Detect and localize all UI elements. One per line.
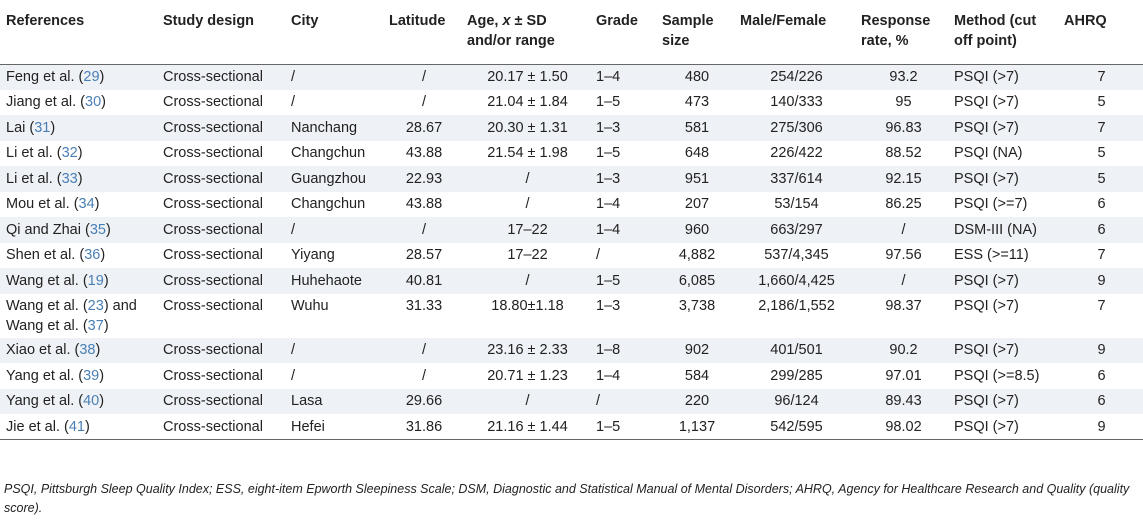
cell-method: PSQI (>7) <box>954 94 1019 111</box>
table-row <box>0 414 1143 440</box>
cell-method: PSQI (>=7) <box>954 196 1028 213</box>
reference-citation-link[interactable]: 32 <box>61 145 78 162</box>
reference-citation-link[interactable]: 29 <box>83 69 100 85</box>
cell-response-rate: 93.2 <box>857 64 950 90</box>
cell-age: 17–22 <box>463 217 592 243</box>
header-row <box>0 0 1143 64</box>
table-row <box>0 217 1143 243</box>
header-age-mean-symbol: x <box>502 13 511 29</box>
cell-city: Changchun <box>291 196 366 213</box>
cell-reference <box>0 338 159 364</box>
cell-city: Yiyang <box>291 247 335 264</box>
header-study-design: Study design <box>159 0 287 64</box>
reference-citation-link[interactable]: 34 <box>78 196 95 213</box>
cell-sample-size: 6,085 <box>658 268 736 294</box>
reference-author-second: Wang et al. ( <box>6 317 88 334</box>
table-row <box>0 166 1143 192</box>
cell-latitude: 43.88 <box>405 196 443 213</box>
header-grade: Grade <box>592 0 658 64</box>
cell-ahrq: 9 <box>1060 414 1143 440</box>
reference-author: Jie et al. ( <box>6 418 69 435</box>
cell-latitude: 40.81 <box>385 268 463 294</box>
cell-method: PSQI (>=8.5) <box>954 367 1040 384</box>
cell-male-female: 1,660/4,425 <box>736 268 857 294</box>
cell-latitude: 28.57 <box>405 247 443 264</box>
reference-author: Wang et al. ( <box>6 272 88 289</box>
cell-city: / <box>287 64 385 90</box>
cell-ahrq: 5 <box>1097 145 1106 162</box>
cell-latitude: / <box>385 217 463 243</box>
header-response-rate: Response rate, % <box>857 0 950 64</box>
cell-sample-size: 1,137 <box>658 414 736 440</box>
reference-citation-link[interactable]: 31 <box>34 119 51 136</box>
cell-study-design: Cross-sectional <box>159 414 287 440</box>
cell-latitude: 28.67 <box>385 115 463 141</box>
cell-method: PSQI (>7) <box>950 115 1060 141</box>
cell-sample-size: 480 <box>658 64 736 90</box>
cell-grade: 1–3 <box>592 166 658 192</box>
cell-grade: 1–3 <box>596 297 621 314</box>
cell-ahrq: 5 <box>1060 166 1143 192</box>
cell-method: PSQI (>7) <box>950 414 1060 440</box>
header-male-female: Male/Female <box>736 0 857 64</box>
cell-male-female: 96/124 <box>736 389 857 415</box>
cell-study-design: Cross-sectional <box>163 196 263 213</box>
cell-study-design: Cross-sectional <box>163 94 263 111</box>
reference-author: Shen et al. ( <box>6 247 85 264</box>
reference-close: ) <box>99 393 105 410</box>
header-age <box>463 0 592 64</box>
cell-city: Hefei <box>287 414 385 440</box>
cell-study-design: Cross-sectional <box>159 115 287 141</box>
cell-grade: 1–4 <box>592 217 658 243</box>
cell-male-female: 299/285 <box>770 367 823 384</box>
cell-male-female: 337/614 <box>736 166 857 192</box>
reference-close: ) <box>77 170 83 187</box>
reference-author: Yang et al. ( <box>6 367 84 384</box>
reference-close-second: ) <box>103 317 109 334</box>
reference-author: Wang et al. ( <box>6 297 88 314</box>
reference-citation-link[interactable]: 23 <box>87 297 104 314</box>
cell-age: 17–22 <box>507 247 548 264</box>
table-row <box>0 90 1143 116</box>
cell-method: PSQI (>7) <box>950 389 1060 415</box>
reference-close: ) <box>103 272 109 289</box>
cell-grade: 1–4 <box>596 196 621 213</box>
cell-city: Wuhu <box>291 297 329 314</box>
cell-latitude: / <box>385 64 463 90</box>
cell-ahrq: 6 <box>1060 389 1143 415</box>
cell-ahrq: 6 <box>1097 367 1106 384</box>
reference-author: Mou et al. ( <box>6 196 79 213</box>
header-city: City <box>287 0 385 64</box>
cell-age: / <box>463 268 592 294</box>
cell-method: PSQI (>7) <box>950 338 1060 364</box>
table-row <box>0 389 1143 415</box>
cell-latitude: 31.33 <box>405 297 443 314</box>
cell-response-rate: 90.2 <box>857 338 950 364</box>
cell-latitude: 22.93 <box>385 166 463 192</box>
cell-response-rate: 97.56 <box>885 247 922 264</box>
table-row <box>0 243 1143 269</box>
cell-reference <box>0 268 159 294</box>
cell-male-female: 226/422 <box>770 145 823 162</box>
cell-reference <box>0 414 159 440</box>
cell-reference <box>0 243 159 269</box>
cell-ahrq: 7 <box>1060 115 1143 141</box>
header-age-suffix: ± SD and/or range <box>467 13 555 49</box>
cell-grade: / <box>596 247 601 264</box>
table-row <box>0 338 1143 364</box>
table-row <box>0 115 1143 141</box>
reference-close: ) <box>95 342 101 359</box>
cell-sample-size: 3,738 <box>678 297 716 314</box>
cell-ahrq: 9 <box>1060 268 1143 294</box>
cell-method: PSQI (>7) <box>950 166 1060 192</box>
cell-study-design: Cross-sectional <box>159 217 287 243</box>
cell-response-rate: 96.83 <box>857 115 950 141</box>
reference-citation-link[interactable]: 39 <box>83 367 100 384</box>
cell-ahrq: 6 <box>1097 196 1106 213</box>
cell-latitude: / <box>421 94 427 111</box>
table-row <box>0 363 1143 389</box>
reference-close: ) <box>105 221 111 238</box>
cell-reference <box>0 141 159 167</box>
cell-city: Changchun <box>291 145 366 162</box>
cell-city: Huhehaote <box>287 268 385 294</box>
reference-author: Qi and Zhai ( <box>6 221 90 238</box>
cell-ahrq: 7 <box>1097 247 1106 264</box>
cell-latitude: 43.88 <box>405 145 443 162</box>
cell-response-rate: 89.43 <box>857 389 950 415</box>
cell-study-design: Cross-sectional <box>163 145 263 162</box>
cell-response-rate: 92.15 <box>857 166 950 192</box>
cell-study-design: Cross-sectional <box>163 367 263 384</box>
cell-grade: / <box>592 389 658 415</box>
table-row <box>0 64 1143 90</box>
reference-citation-link[interactable]: 19 <box>87 272 104 289</box>
cell-ahrq: 9 <box>1060 338 1143 364</box>
cell-sample-size: 473 <box>684 94 710 111</box>
cell-reference <box>0 389 159 415</box>
cell-study-design: Cross-sectional <box>159 268 287 294</box>
cell-method: PSQI (>7) <box>950 268 1060 294</box>
cell-age: 20.71 ± 1.23 <box>487 367 568 384</box>
cell-age: 23.16 ± 2.33 <box>463 338 592 364</box>
reference-close: ) and <box>103 297 137 314</box>
header-ahrq: AHRQ <box>1060 0 1143 64</box>
cell-response-rate: 97.01 <box>885 367 922 384</box>
cell-study-design: Cross-sectional <box>159 166 287 192</box>
cell-city: Nanchang <box>287 115 385 141</box>
cell-method: PSQI (>7) <box>954 297 1019 314</box>
cell-grade: 1–3 <box>592 115 658 141</box>
cell-male-female: 140/333 <box>770 94 823 111</box>
table-body <box>0 64 1143 440</box>
cell-age: 21.04 ± 1.84 <box>487 94 568 111</box>
cell-latitude: 29.66 <box>385 389 463 415</box>
header-sample-size: Sample size <box>658 0 736 64</box>
cell-city: Lasa <box>287 389 385 415</box>
cell-grade: 1–5 <box>596 145 621 162</box>
cell-sample-size: 960 <box>658 217 736 243</box>
reference-close: ) <box>85 418 90 435</box>
cell-city: / <box>287 338 385 364</box>
reference-citation-link[interactable]: 40 <box>83 393 100 410</box>
cell-sample-size: 648 <box>684 145 710 162</box>
cell-study-design: Cross-sectional <box>163 247 263 264</box>
cell-response-rate: 88.52 <box>885 145 922 162</box>
cell-male-female: 2,186/1,552 <box>758 297 835 314</box>
cell-method: PSQI (>7) <box>950 64 1060 90</box>
cell-male-female: 542/595 <box>736 414 857 440</box>
reference-author: Jiang et al. ( <box>6 94 85 111</box>
cell-grade: 1–8 <box>592 338 658 364</box>
cell-male-female: 663/297 <box>736 217 857 243</box>
cell-ahrq: 6 <box>1060 217 1143 243</box>
cell-response-rate: 98.37 <box>885 297 922 314</box>
cell-male-female: 401/501 <box>736 338 857 364</box>
reference-close: ) <box>94 196 100 213</box>
cell-study-design: Cross-sectional <box>159 64 287 90</box>
table-header <box>0 0 1143 64</box>
reference-citation-link[interactable]: 41 <box>68 418 85 435</box>
cell-age: 21.16 ± 1.44 <box>463 414 592 440</box>
cell-age: 20.17 ± 1.50 <box>463 64 592 90</box>
reference-close: ) <box>99 69 105 85</box>
cell-sample-size: 584 <box>684 367 710 384</box>
cell-city: / <box>291 94 296 111</box>
reference-author: Li et al. ( <box>6 145 62 162</box>
reference-citation-link[interactable]: 30 <box>85 94 102 111</box>
cell-male-female: 537/4,345 <box>764 247 829 264</box>
cell-grade: 1–4 <box>592 64 658 90</box>
header-method: Method (cut off point) <box>950 0 1060 64</box>
reference-citation-link[interactable]: 38 <box>79 342 96 359</box>
reference-author: Yang et al. ( <box>6 393 84 410</box>
cell-age: 21.54 ± 1.98 <box>487 145 568 162</box>
cell-reference <box>0 90 159 116</box>
cell-latitude: 31.86 <box>385 414 463 440</box>
table-row <box>0 192 1143 218</box>
cell-latitude: / <box>385 338 463 364</box>
reference-author: Feng et al. ( <box>6 69 84 85</box>
cell-reference <box>0 217 159 243</box>
cell-reference <box>0 115 159 141</box>
table-footnote: PSQI, Pittsburgh Sleep Quality Index; ESS, eight-item Epworth Sleepiness Scale; DSM, Diagnostic and Statistical Manual of Mental Disorders; AHRQ, Agency for Healthcare Research and Quality (quality score). <box>4 482 1130 515</box>
cell-sample-size: 581 <box>658 115 736 141</box>
cell-male-female: 53/154 <box>774 196 819 213</box>
reference-close: ) <box>77 145 83 162</box>
cell-response-rate: 98.02 <box>857 414 950 440</box>
cell-response-rate: / <box>857 217 950 243</box>
cell-city: / <box>287 217 385 243</box>
header-latitude: Latitude <box>385 0 463 64</box>
cell-study-design: Cross-sectional <box>163 297 263 314</box>
cell-method: ESS (>=11) <box>954 247 1029 264</box>
cell-grade: 1–5 <box>592 268 658 294</box>
cell-response-rate: / <box>857 268 950 294</box>
reference-close: ) <box>101 94 106 111</box>
cell-ahrq: 7 <box>1060 64 1143 90</box>
reference-citation-link[interactable]: 36 <box>84 247 101 264</box>
cell-grade: 1–5 <box>596 94 621 111</box>
cell-sample-size: 207 <box>684 196 710 213</box>
cell-ahrq: 5 <box>1097 94 1106 111</box>
reference-author: Xiao et al. ( <box>6 342 80 359</box>
reference-author: Li et al. ( <box>6 170 62 187</box>
cell-age: / <box>463 389 592 415</box>
cell-sample-size: 951 <box>658 166 736 192</box>
cell-sample-size: 4,882 <box>678 247 716 264</box>
header-references: References <box>0 0 159 64</box>
table-row <box>0 268 1143 294</box>
reference-close: ) <box>100 247 106 264</box>
cell-sample-size: 902 <box>658 338 736 364</box>
cell-male-female: 254/226 <box>736 64 857 90</box>
cell-city: / <box>291 367 296 384</box>
cell-reference <box>0 363 159 389</box>
cell-response-rate: 86.25 <box>885 196 922 213</box>
cell-age: / <box>463 166 592 192</box>
cell-age: / <box>525 196 530 213</box>
table-row <box>0 141 1143 167</box>
table-row <box>0 294 1143 338</box>
cell-male-female: 275/306 <box>736 115 857 141</box>
cell-reference <box>0 192 159 218</box>
cell-method: DSM-III (NA) <box>950 217 1060 243</box>
reference-author: Lai ( <box>6 119 35 136</box>
header-age-prefix: Age, <box>467 13 503 29</box>
cell-grade: 1–5 <box>592 414 658 440</box>
reference-citation-link[interactable]: 33 <box>61 170 78 187</box>
cell-grade: 1–4 <box>596 367 621 384</box>
reference-citation-link[interactable]: 35 <box>89 221 106 238</box>
cell-reference <box>0 294 159 338</box>
cell-study-design: Cross-sectional <box>159 338 287 364</box>
reference-close: ) <box>99 367 105 384</box>
cell-reference <box>0 64 159 90</box>
cell-study-design: Cross-sectional <box>159 389 287 415</box>
cell-ahrq: 7 <box>1097 297 1106 314</box>
cell-latitude: / <box>421 367 427 384</box>
cell-reference <box>0 166 159 192</box>
cell-age: 20.30 ± 1.31 <box>463 115 592 141</box>
reference-close: ) <box>50 119 56 136</box>
reference-citation-link-second[interactable]: 37 <box>87 317 104 334</box>
cell-sample-size: 220 <box>658 389 736 415</box>
cell-city: Guangzhou <box>287 166 385 192</box>
cell-response-rate: 95 <box>895 94 912 111</box>
cell-method: PSQI (NA) <box>954 145 1023 162</box>
cell-age: 18.80±1.18 <box>491 297 564 314</box>
